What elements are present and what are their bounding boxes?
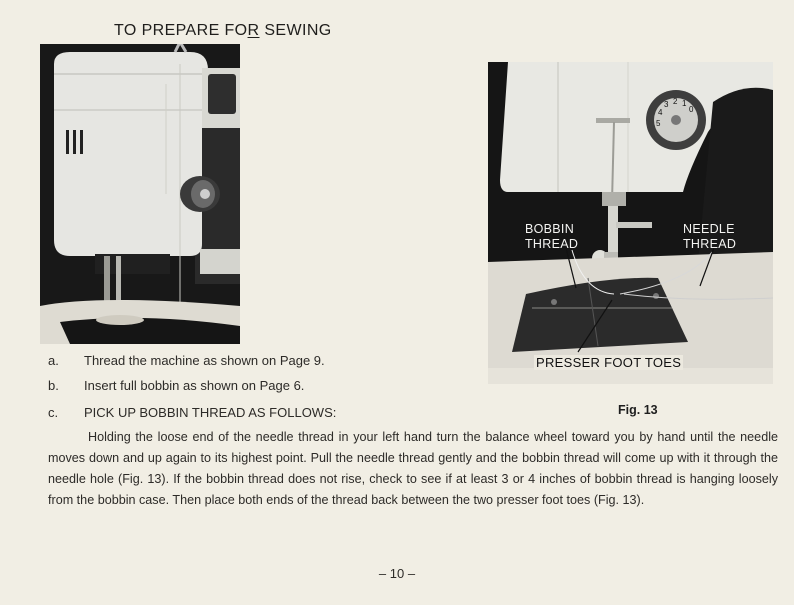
step-b-text: Insert full bobbin as shown on Page 6. xyxy=(84,378,305,393)
page-title: TO PREPARE FOR SEWING xyxy=(114,22,332,39)
step-c-text: PICK UP BOBBIN THREAD AS FOLLOWS: xyxy=(84,405,337,420)
step-b-marker: b. xyxy=(48,378,59,393)
instruction-paragraph xyxy=(48,427,778,511)
page-number: – 10 – xyxy=(378,566,416,581)
needle-thread-label: NEEDLE THREAD xyxy=(683,222,737,251)
bobbin-thread-label: BOBBIN THREAD xyxy=(525,222,579,251)
instruction-text: Holding the loose end of the needle thread in your left hand turn the balance wheel toward you by hand until the needle moves down and up again to its highest point. Pull the needle thread gently and the bobbin thread will come up with it through the needle hole (Fig. 13). If the bobbin thread does not rise, check to see if at least 3 or 4 inches of bobbin thread is hanging loosely from the bobbin case. Then place both ends of the thread back between the two presser foot toes (Fig. 13). xyxy=(48,430,778,507)
step-a-marker: a. xyxy=(48,353,59,368)
dial-num-4: 4 xyxy=(658,108,663,117)
sewing-machine-photo xyxy=(40,44,240,344)
step-a-text: Thread the machine as shown on Page 9. xyxy=(84,353,325,368)
dial-num-1: 1 xyxy=(682,99,687,108)
step-c-marker: c. xyxy=(48,405,59,420)
fig-13-photo xyxy=(488,62,773,384)
figure-caption: Fig. 13 xyxy=(618,403,658,417)
sewing-machine-illustration xyxy=(40,44,240,344)
dial-num-5: 5 xyxy=(656,119,661,128)
dial-num-3: 3 xyxy=(664,100,669,109)
presser-foot-toes-label: PRESSER FOOT TOES xyxy=(536,355,682,370)
dial-num-0: 0 xyxy=(689,105,694,114)
dial-num-2: 2 xyxy=(673,97,678,106)
